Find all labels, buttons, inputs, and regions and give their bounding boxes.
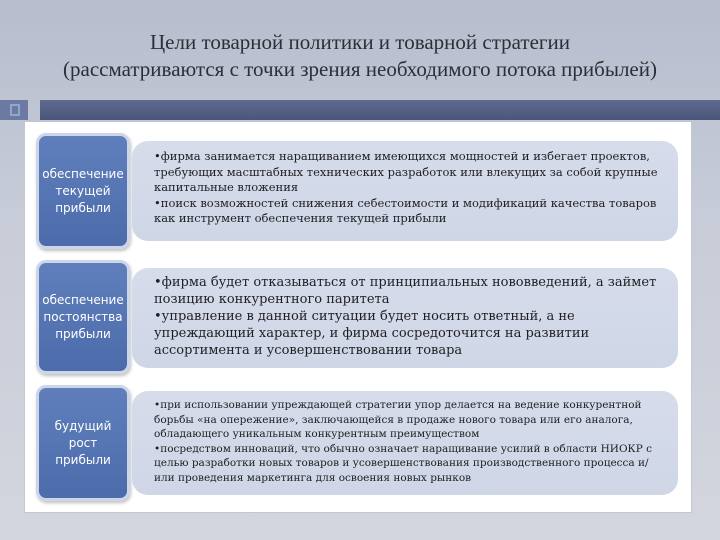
slide-subtitle: (рассматриваются с точки зрения необходимого потока прибылей) <box>63 57 657 81</box>
bullet-item: •фирма занимается наращиванием имеющихся мощностей и избегает проектов, требующих масштабных технических разработок или влекущих за собой крупные капитальные вложения <box>154 149 658 194</box>
divider-accent <box>0 100 28 120</box>
goal-label <box>36 385 130 501</box>
slide-title: Цели товарной политики и товарной стратегии <box>149 30 571 54</box>
goal-label-text: обеспечение текущей прибыли <box>42 166 124 215</box>
goal-label <box>36 260 130 374</box>
divider-bar <box>40 100 720 120</box>
goal-label-text: обеспечение постоянства прибыли <box>42 292 124 341</box>
bullet-item: •при использовании упреждающей стратегии упор делается на ведение конкурентной борьбы «на опережение», заключающейся в продаже нового товара или его аналога, обладающего уникальным конкурентным преимуществом <box>154 399 642 440</box>
square-icon <box>10 104 20 116</box>
bullet-item: •поиск возможностей снижения себестоимости и модификаций качества товаров как инструмент обеспечения текущей прибыли <box>154 195 657 225</box>
goal-description <box>132 391 678 495</box>
bullet-item: •управление в данной ситуации будет носить ответный, а не упреждающий характер, и фирма сосредоточится на развитии ассортимента и усовершенствовании товара <box>154 309 590 358</box>
goal-label-text: будущий рост прибыли <box>54 418 112 467</box>
slide-header <box>0 0 720 100</box>
goal-description <box>132 268 678 368</box>
bullet-item: •посредством инноваций, что обычно означает наращивание усилий в области НИОКР с целью разработки новых товаров и усовершенствования производственного процесса и/или проведения маркетинга для освоения новых рынков <box>154 442 652 484</box>
goal-label <box>36 133 130 249</box>
goal-description <box>132 141 678 241</box>
bullet-item: •фирма будет отказываться от принципиальных нововведений, а займет позицию конкурентного паритета <box>154 275 657 307</box>
